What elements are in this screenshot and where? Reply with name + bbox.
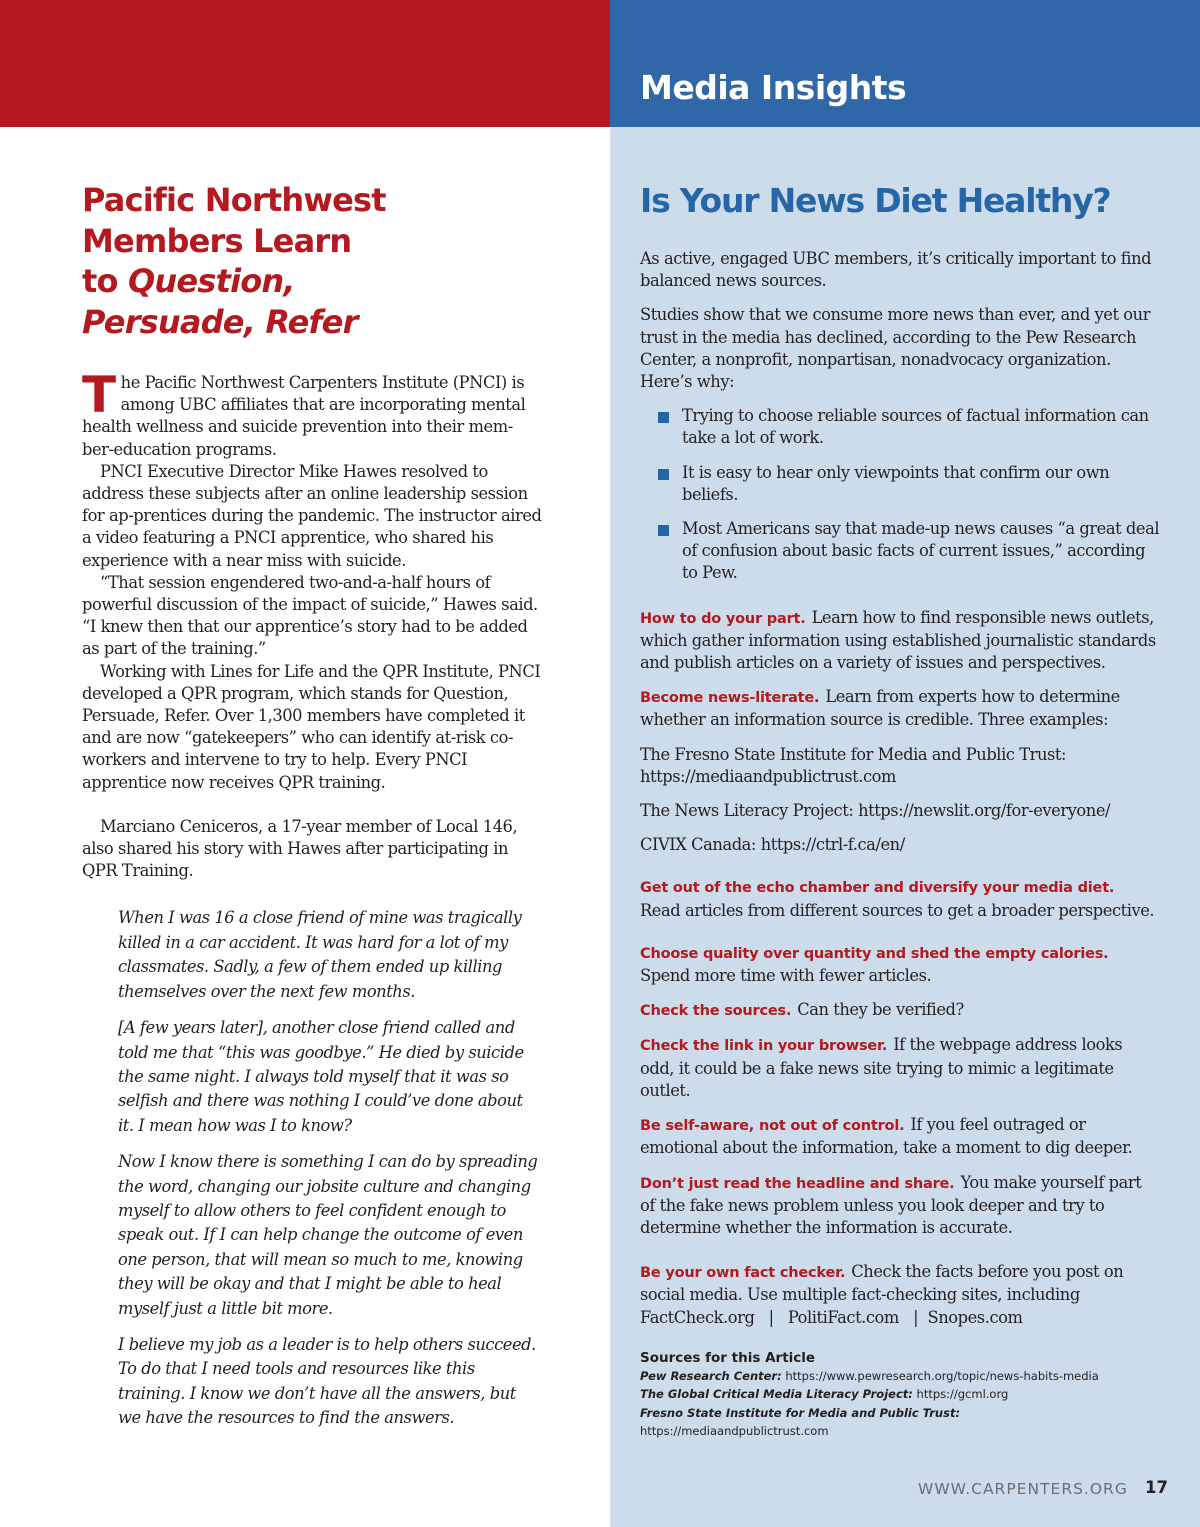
square-bullet-icon: [658, 469, 669, 480]
tip-paragraph: Become news-literate. Learn from experts how to determine whether an information source is credible. Three examples:: [640, 687, 1120, 730]
right-article-body: [640, 248, 1160, 1329]
tip-heading: How to do your part.: [640, 610, 806, 627]
list-item: It is easy to hear only viewpoints that confirm our own beliefs.: [682, 462, 1160, 506]
square-bullet-icon: [658, 525, 669, 536]
left-article-body: [82, 366, 542, 882]
quote-paragraph: When I was 16 a close friend of mine was tragically killed in a car accident. It was hard for a lot of my classmates. Sadly, a few of them ended up killing themselves over the next few months.: [118, 908, 522, 1001]
left-article: [82, 180, 542, 1443]
article-sources: [640, 1349, 1160, 1440]
example-source: The Fresno State Institute for Media and Public Trust: https://mediaandpublictrust.com: [640, 744, 1067, 786]
page-number: 17: [1145, 1478, 1168, 1497]
section-label: Media Insights: [640, 68, 907, 107]
tip-paragraph: Be your own fact checker. Check the facts before you post on social media. Use multiple fact-checking sites, including FactCheck.org | PolitiFact.com | Snopes.com: [640, 1262, 1124, 1327]
tip-heading: Check the sources.: [640, 1003, 792, 1020]
tip-paragraph: Don’t just read the headline and share. You make yourself part of the fake news problem unless you look deeper and try to determine whether the information is accurate.: [640, 1172, 1142, 1237]
right-article: [640, 180, 1160, 1440]
source-entry: Fresno State Institute for Media and Public Trust:: [640, 1405, 961, 1420]
article-paragraph: PNCI Executive Director Mike Hawes resolved to address these subjects after an online leadership session for ap-prentices during the pandemic. The instructor aired a video featuring a PNCI apprentice, who shared his experience with a near miss with suicide.: [82, 461, 542, 570]
drop-cap: T: [82, 366, 116, 424]
footer-website: WWW.CARPENTERS.ORG: [918, 1480, 1128, 1498]
testimonial-quote: [118, 906, 542, 1430]
intro-paragraph: Studies show that we consume more news than ever, and yet our trust in the media has declined, according to the Pew Research Center, a nonprofit, nonpartisan, nonadvocacy organization. Here’s why:: [640, 305, 1151, 392]
tip-heading: Be self-aware, not out of control.: [640, 1118, 905, 1135]
sources-heading: Sources for this Article: [640, 1349, 816, 1366]
square-bullet-icon: [658, 412, 669, 423]
tip-paragraph: Get out of the echo chamber and diversify your media diet. Read articles from different sources to get a broader perspective.: [640, 880, 1155, 920]
intro-paragraph: As active, engaged UBC members, it’s critically important to find balanced news sources.: [640, 249, 1152, 291]
reasons-list: [640, 405, 1160, 584]
tip-paragraph: Check the link in your browser. If the webpage address looks odd, it could be a fake news site trying to mimic a legitimate outlet.: [640, 1035, 1123, 1100]
source-entry: The Global Critical Media Literacy Project: https://gcml.org: [640, 1387, 1009, 1402]
header-band-right: [610, 0, 1200, 127]
article-paragraph: Marciano Ceniceros, a 17-year member of Local 146, also shared his story with Hawes after participating in QPR Training.: [82, 816, 518, 881]
tip-heading: Don’t just read the headline and share.: [640, 1175, 955, 1192]
source-entry: https://mediaandpublictrust.com: [640, 1423, 829, 1438]
right-article-title: Is Your News Diet Healthy?: [640, 181, 1111, 220]
example-source: The News Literacy Project: https://newslit.org/for-everyone/: [640, 801, 1111, 821]
quote-paragraph: [A few years later], another close friend called and told me that “this was goodbye.” He died by suicide the same night. I always told myself that it was so selfish and there was nothing I could’ve done about it. I mean how was I to know?: [118, 1018, 524, 1135]
article-paragraph: The Pacific Northwest Carpenters Institute (PNCI) is among UBC affiliates that are incorporating mental health wellness and suicide prevention into their mem-ber-education programs.: [82, 366, 526, 459]
fact-check-sites: FactCheck.org | PolitiFact.com | Snopes.com: [640, 1307, 1023, 1327]
source-entry: Pew Research Center: https://www.pewresearch.org/topic/news-habits-media: [640, 1369, 1099, 1384]
list-item: Trying to choose reliable sources of factual information can take a lot of work.: [682, 405, 1160, 449]
tip-heading: Become news-literate.: [640, 690, 820, 707]
tip-paragraph: Check the sources. Can they be verified?: [640, 1000, 964, 1020]
tip-heading: Get out of the echo chamber and diversify your media diet.: [640, 880, 1115, 897]
tip-heading: Choose quality over quantity and shed the empty calories.: [640, 945, 1109, 962]
left-article-title: Pacific Northwest Members Learn to Question, Persuade, Refer: [82, 181, 386, 341]
article-paragraph: Working with Lines for Life and the QPR Institute, PNCI developed a QPR program, which stands for Question, Persuade, Refer. Over 1,300 members have completed it and are now “gatekeepers” who can identify at-risk co-workers and intervene to try to help. Every PNCI apprentice now receives QPR training.: [82, 661, 541, 792]
header-band-left: [0, 0, 610, 127]
tip-paragraph: Choose quality over quantity and shed the empty calories. Spend more time with fewer articles.: [640, 945, 1109, 986]
article-paragraph: “That session engendered two-and-a-half hours of powerful discussion of the impact of suicide,” Hawes said. “I knew then that our apprentice’s story had to be added as part of the training.”: [82, 572, 538, 659]
quote-paragraph: Now I know there is something I can do by spreading the word, changing our jobsite culture and changing myself to allow others to feel confident enough to speak out. If I can help change the outcome of even one person, that will mean so much to me, knowing they will be okay and that I might be able to heal myself just a little bit more.: [118, 1152, 538, 1318]
tip-paragraph: Be self-aware, not out of control. If you feel outraged or emotional about the information, take a moment to dig deeper.: [640, 1115, 1133, 1158]
tip-paragraph: How to do your part. Learn how to find responsible news outlets, which gather information using established journalistic standards and publish articles on a variety of issues and perspectives.: [640, 607, 1156, 673]
example-source: CIVIX Canada: https://ctrl-f.ca/en/: [640, 835, 905, 855]
tip-heading: Be your own fact checker.: [640, 1265, 846, 1282]
list-item: Most Americans say that made-up news causes “a great deal of confusion about basic facts of current issues,” according to Pew.: [682, 518, 1160, 585]
tip-heading: Check the link in your browser.: [640, 1038, 888, 1055]
quote-paragraph: I believe my job as a leader is to help others succeed. To do that I need tools and resources like this training. I know we don’t have all the answers, but we have the resources to find the answers.: [118, 1334, 536, 1428]
